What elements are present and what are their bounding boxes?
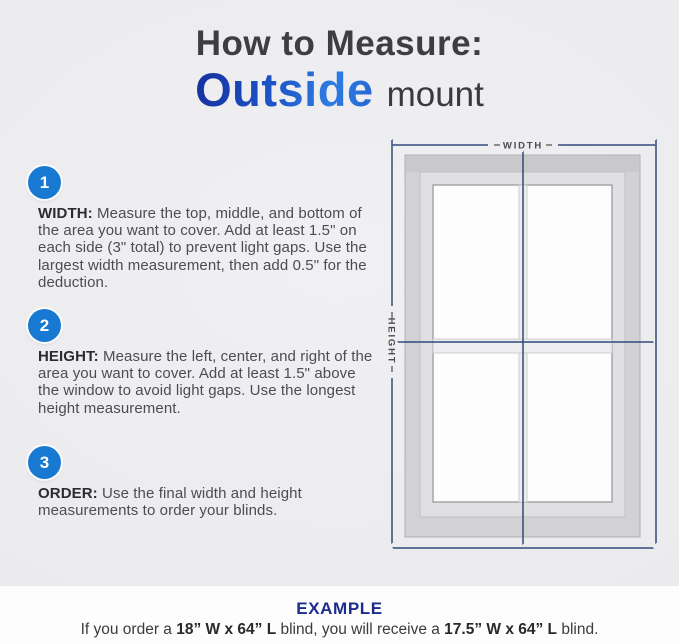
step-order	[28, 446, 380, 519]
step-2-label: HEIGHT:	[38, 348, 99, 365]
step-1-body: Measure the top, middle, and bottom of the area you want to cover. Add at least 1.5" on each side (3" total) to prevent light gaps. Use the largest width measurement, then add 0.5" for the deduction.	[38, 205, 367, 291]
ordered-size: 18” W x 64” L	[176, 621, 277, 638]
example-heading: EXAMPLE	[296, 599, 383, 618]
step-3-badge: 3	[28, 446, 61, 479]
title-line1: How to Measure:	[195, 24, 484, 63]
header	[0, 24, 679, 115]
example-middle: blind, you will receive a	[276, 621, 445, 638]
step-1-description	[38, 205, 380, 291]
window-diagram-svg	[383, 130, 663, 560]
example-footer	[0, 586, 679, 644]
step-3-body: Use the final width and height measurements to order your blinds.	[38, 485, 302, 520]
title-line2	[0, 65, 679, 115]
step-3-label: ORDER:	[38, 485, 98, 502]
example-prefix: If you order a	[80, 621, 177, 638]
page-title	[0, 24, 679, 115]
received-size: 17.5” W x 64” L	[444, 621, 558, 638]
height-label: HEIGHT	[385, 317, 397, 365]
step-width	[28, 166, 380, 291]
window-measurement-diagram	[383, 130, 663, 560]
step-1-badge: 1	[28, 166, 61, 199]
width-label: WIDTH	[502, 140, 544, 152]
step-height	[28, 309, 380, 417]
step-1-label: WIDTH:	[38, 205, 93, 222]
step-2-badge: 2	[28, 309, 61, 342]
step-2-description	[38, 348, 380, 417]
title-emphasis: Outside	[195, 63, 374, 116]
example-sentence	[0, 621, 679, 639]
step-3-description	[38, 485, 380, 519]
step-2-body: Measure the left, center, and right of the area you want to cover. Add at least 1.5" above the window to avoid light gaps. Use the longest height measurement.	[38, 348, 373, 417]
title-suffix: mount	[386, 75, 484, 114]
example-suffix: blind.	[557, 621, 599, 638]
